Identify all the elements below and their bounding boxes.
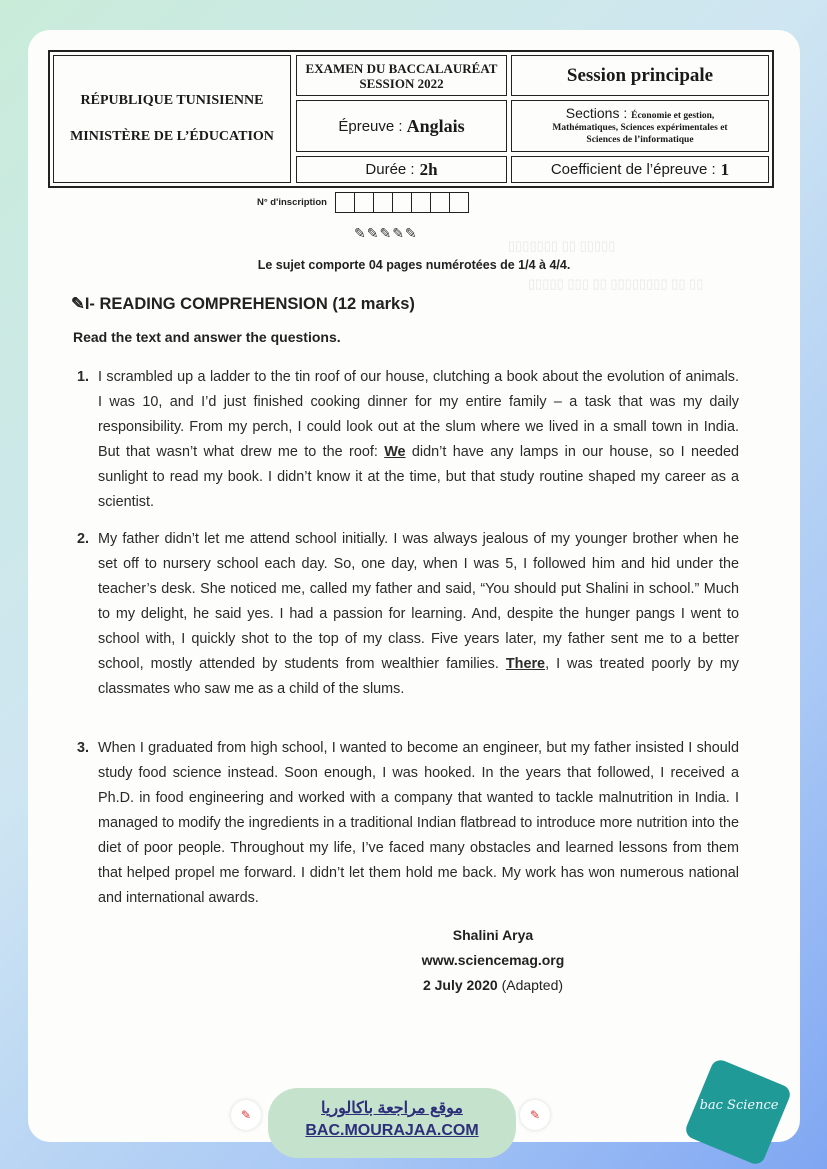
digit-box[interactable] [431,193,450,212]
paragraph-number: 2. [77,531,90,547]
source-date: 2 July 2020 (Adapted) [422,977,564,993]
digit-box[interactable] [393,193,412,212]
underlined-word: There [505,656,546,672]
epreuve-label: Épreuve : [338,117,403,135]
instruction: Read the text and answer the questions. [73,329,341,345]
source-site: www.sciencemag.org [421,952,565,968]
epreuve-cell [296,100,507,152]
ministry-cell [53,55,291,183]
coefficient-value: 1 [720,159,730,179]
paragraph-text: didn’t have any lamps in our house, so I needed sunlight to read my book. I didn’t know it at the time, but that study routine shaped my career as a scientist. [98,444,739,510]
digit-box[interactable] [374,193,393,212]
sections-value-1: Économie et gestion, [631,110,715,121]
exam-cell [296,55,507,96]
pencil-icons: ✎✎✎✎✎ [354,225,418,241]
footer-banner[interactable] [268,1088,516,1158]
sections-value-3: Sciences de l’informatique [586,134,694,145]
digit-box[interactable] [355,193,374,212]
source-author: Shalini Arya [452,927,534,943]
session-cell: Session principale [511,55,769,96]
underlined-word: We [384,444,406,460]
section-title: I- READING COMPREHENSION (12 marks) [84,295,415,313]
inscription-label: N° d'inscription [257,197,327,208]
exam-session: SESSION 2022 [359,75,444,91]
footer-arabic[interactable]: موقع مراجعة باكالوريا [321,1100,463,1117]
sections-label: Sections : [565,104,628,121]
ministry-name: MINISTÈRE DE L’ÉDUCATION [70,129,274,144]
site-logo-icon: ✎ [231,1100,261,1130]
paragraph-text: , I was treated poorly by my classmates who saw me as a child of the slums. [98,656,739,697]
sections-value-2: Mathématiques, Sciences expérimentales et [552,122,728,133]
paragraph-number: 3. [77,740,90,756]
exam-page: RÉPUBLIQUE TUNISIENNE MINISTÈRE DE L’ÉDUCATION EXAMEN DU BACCALAURÉAT SESSION 2022 Session principale Épreuve : Anglais Sections : Économie et gestion, Mathématiques, Sciences expérimentales et Sciences de l’informatique Durée : 2h Coefficient de l’épreuve : 1 N° d'inscription ✎✎✎✎✎ Le sujet comporte 04 pages numérotées de 1/4 à 4/4. ▯▯▯▯▯▯▯ ▯▯ ▯▯▯▯▯ ▯▯▯▯▯ ▯▯▯ ▯▯ ▯▯▯▯▯▯▯▯ ▯▯ ▯▯ ✎I- READING COMPREHENSION (12 marks) Read the text and answer the questions. 1. I scrambled up a ladder to the tin roof of our house, clutching a book about the evolution of animals. I was 10, and I’d just finished cooking dinner for my entire family – a task that was my daily responsibility. From my perch, I could look out at the slum where we lived in a small town in India. But that wasn’t what drew me to the roof: We didn’t have any lamps in our house, so I needed sunlight to read my book. I didn’t know it at the time, but that study routine shaped my career as a scientist. 2. My father didn’t let me attend school initially. I was always jealous of my younger brother when he set off to nursery school each day. So, one day, when I was 5, I followed him and hid under the teacher’s desk. She noticed me, called my father and said, “You should put Shalini in school.” Much to my delight, he said yes. I had a passion for learning. And, despite the hunger pangs I went to school with, I quickly shot to the top of my class. Five years later, my father sent me to a better school, mostly attended by students from wealthier families. There, I was treated poorly by my classmates who saw me as a child of the slums. 3. When I graduated from high school, I wanted to become an engineer, but my father insisted I should study food science instead. Soon enough, I was hooked. In the years that followed, I received a Ph.D. in food engineering and worked with a company that wanted to tackle malnutrition in India. I managed to modify the ingredients in a traditional Indian flatbread to introduce more nutrition into the diet of poor people. Throughout my life, I’ve faced many obstacles and learned lessons from them that helped propel me forward. I didn’t let them hold me back. My work has won numerous national and international awards. Shalini Arya www.sciencemag.org 2 July 2020 (Adapted) [28,30,800,1142]
paragraph-text: My father didn’t let me attend school initially. I was always jealous of my younger brother when he set off to nursery school each day. So, one day, when I was 5, I followed him and hid under the teacher’s desk. She noticed me, called my father and said, “You should put Shalini in school.” Much to my delight, he said yes. I had a passion for learning. And, despite the hunger pangs I went to school with, I quickly shot to the top of my class. Five years later, my father sent me to a better school, mostly attended by students from wealthier families. [98,531,739,672]
bac-science-label: bac Science [699,1098,779,1113]
paragraph-text: When I graduated from high school, I wanted to become an engineer, but my father insisted I should study food science instead. Soon enough, I was hooked. In the years that followed, I received a Ph.D. in food engineering and worked with a company that wanted to tackle malnutrition in India. I managed to modify the ingredients in a traditional Indian flatbread to introduce more nutrition into the diet of poor people. Throughout my life, I’ve faced many obstacles and learned lessons from them that helped propel me forward. I didn’t let them hold me back. My work has won numerous national and international awards. [98,740,739,906]
epreuve-value: Anglais [406,115,465,136]
section-heading [71,294,415,314]
paragraph-number: 1. [77,369,90,385]
duree-value: 2h [419,159,438,179]
header-table [48,50,774,188]
duree-label: Durée : [365,161,415,178]
site-logo-icon: ✎ [520,1100,550,1130]
coefficient-label: Coefficient de l’épreuve : [550,161,716,178]
paragraph-text: I scrambled up a ladder to the tin roof of our house, clutching a book about the evolution of animals. I was 10, and I’d just finished cooking dinner for my entire family – a task that was my daily responsibility. From my perch, I could look out at the slum where we lived in a small town in India. But that wasn’t what drew me to the roof: [98,369,739,460]
paragraph-2 [77,527,739,702]
digit-box[interactable] [412,193,431,212]
digit-box[interactable] [450,193,468,212]
inscription-boxes[interactable] [335,192,469,213]
sections-cell [511,100,769,152]
duree-cell [296,156,507,183]
paragraph-1 [77,365,739,515]
pages-note: Le sujet comporte 04 pages numérotées de 1/4 à 4/4. [257,258,571,272]
footer-url[interactable]: BAC.MOURAJAA.COM [305,1122,479,1139]
exam-title: EXAMEN DU BACCALAURÉAT [305,60,498,76]
pencil-icon: ✎ [71,295,85,313]
digit-box[interactable] [336,193,355,212]
coefficient-cell [511,156,769,183]
country-name: RÉPUBLIQUE TUNISIENNE [80,93,264,108]
paragraph-3 [77,736,739,911]
inscription-number [257,192,469,213]
